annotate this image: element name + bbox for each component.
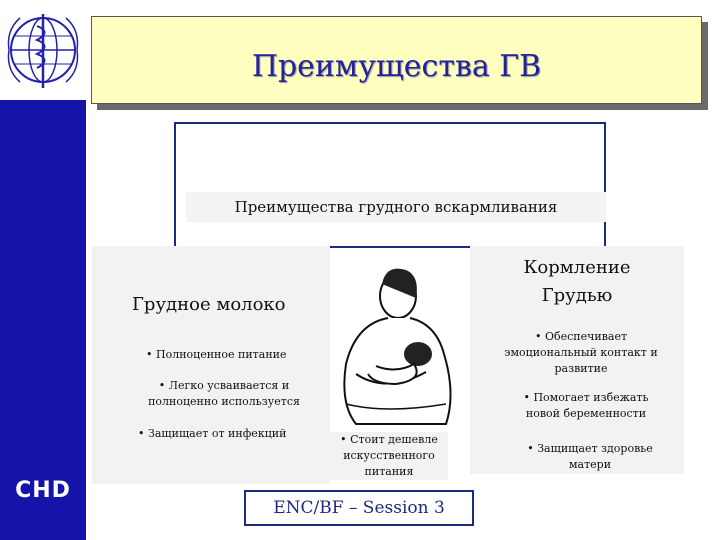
right-item-1: • Обеспечивает эмоциональный контакт и развитие [504, 330, 658, 375]
session-footer: ENC/BF – Session 3 [244, 490, 474, 526]
left-item-1: • Полноценное питание [146, 348, 287, 361]
title-banner [91, 16, 702, 104]
diagram-frame [174, 122, 606, 248]
breastfeeding-title-text: Кормление Грудью [523, 257, 631, 306]
left-item-3: • Защищает от инфекций [138, 427, 287, 440]
logo-area [0, 0, 86, 100]
who-emblem-icon [0, 0, 86, 100]
center-caption: • Стоит дешевле искусственного питания [330, 432, 448, 480]
right-item-2: • Помогает избежать новой беременности [523, 391, 649, 420]
slide-subtitle: Преимущества грудного вскармливания [186, 192, 606, 222]
left-item-2: • Легко усваивается и полноценно используется [148, 379, 300, 408]
chd-label: CHD [15, 478, 71, 503]
mother-breastfeeding-illustration [326, 254, 466, 444]
right-item-3: • Защищает здоровье матери [527, 442, 653, 471]
breast-milk-panel [92, 246, 330, 484]
breast-milk-title: Грудное молоко [132, 294, 286, 315]
breastfeeding-title [470, 254, 684, 310]
slide-title: Преимущества ГВ [251, 49, 542, 84]
